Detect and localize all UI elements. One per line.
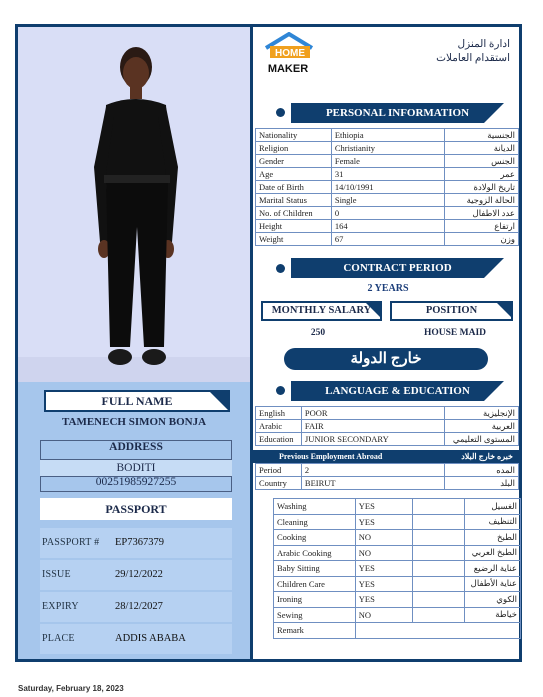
table-row <box>256 194 519 207</box>
full-name-value: TAMENECH SIMON BONJA <box>61 416 207 428</box>
row-arabic-label: التنظيف <box>465 514 521 530</box>
house-logo-icon <box>262 32 316 80</box>
logo-word-home: HOME <box>275 48 305 59</box>
row-arabic-label: تاريخ الولادة <box>445 181 519 194</box>
table-row <box>274 499 521 515</box>
previous-employment-table <box>255 463 519 490</box>
table-row <box>274 576 521 592</box>
row-label: No. of Children <box>256 207 332 220</box>
contract-period-header: CONTRACT PERIOD <box>291 258 504 278</box>
table-row <box>274 592 521 608</box>
row-arabic-label: الديانة <box>445 142 519 155</box>
table-row <box>274 530 521 546</box>
candidate-photo <box>18 27 250 382</box>
candidate-photo-illustration <box>18 27 250 382</box>
table-row <box>256 420 519 433</box>
row-label: Religion <box>256 142 332 155</box>
language-education-header: LANGUAGE & EDUCATION <box>291 381 504 401</box>
row-label: Baby Sitting <box>274 561 356 577</box>
address-city: BODITI <box>40 459 232 477</box>
row-label: Arabic Cooking <box>274 545 356 561</box>
row-value: BEIRUT <box>301 477 444 490</box>
row-arabic-label: الطبخ العربي <box>465 545 521 561</box>
monthly-salary-value: 250 <box>310 328 326 338</box>
row-arabic-label: البلد <box>445 477 519 490</box>
row-label: Nationality <box>256 129 332 142</box>
row-spacer <box>413 592 465 608</box>
row-arabic-label: المستوى التعليمي <box>445 433 519 446</box>
table-row <box>256 407 519 420</box>
language-table <box>255 406 519 446</box>
agency-arabic-line2: استقدام العاملات <box>436 53 510 64</box>
row-value: YES <box>355 499 413 515</box>
agency-arabic-title <box>430 38 510 66</box>
row-value: Ethiopia <box>331 129 444 142</box>
row-arabic-label: الغسيل <box>465 499 521 515</box>
footer-date: Saturday, February 18, 2023 <box>18 684 124 693</box>
row-value: FAIR <box>301 420 444 433</box>
panel-divider <box>250 27 253 659</box>
row-spacer <box>413 499 465 515</box>
destination-banner: خارج الدولة <box>284 348 488 370</box>
monthly-salary-label: MONTHLY SALARY <box>261 301 382 321</box>
row-arabic-label: المده <box>445 464 519 477</box>
row-label: Date of Birth <box>256 181 332 194</box>
row-value: 164 <box>331 220 444 233</box>
row-value: POOR <box>301 407 444 420</box>
row-spacer <box>413 561 465 577</box>
row-arabic-label: عناية الرضيع <box>465 561 521 577</box>
table-row <box>274 545 521 561</box>
table-row <box>256 168 519 181</box>
table-row <box>274 561 521 577</box>
remark-value <box>355 623 520 639</box>
table-row <box>256 433 519 446</box>
row-label: Cleaning <box>274 514 356 530</box>
row-value: YES <box>355 576 413 592</box>
contract-period-value: 2 YEARS <box>367 283 409 294</box>
row-value: 2 <box>301 464 444 477</box>
row-arabic-label: عدد الاطفال <box>445 207 519 220</box>
row-spacer <box>413 576 465 592</box>
address-phone: 00251985927255 <box>95 476 177 488</box>
remark-label: Remark <box>274 623 356 639</box>
row-value: 31 <box>331 168 444 181</box>
table-row <box>256 233 519 246</box>
row-label: Marital Status <box>256 194 332 207</box>
row-value: NO <box>355 607 413 623</box>
table-row <box>256 477 519 490</box>
row-value: 0 <box>331 207 444 220</box>
row-arabic-label: الكوي <box>465 592 521 608</box>
table-row <box>256 181 519 194</box>
row-value: Single <box>331 194 444 207</box>
agency-arabic-line1: ادارة المنزل <box>457 39 510 50</box>
row-arabic-label: خياطة <box>465 607 521 623</box>
row-spacer <box>413 607 465 623</box>
passport-row-place: PLACE ADDIS ABABA <box>40 624 232 654</box>
table-row <box>256 220 519 233</box>
table-row <box>256 142 519 155</box>
passport-label: PASSPORT <box>40 498 232 520</box>
row-arabic-label: الجنسية <box>445 129 519 142</box>
row-value: YES <box>355 592 413 608</box>
row-arabic-label: عمر <box>445 168 519 181</box>
row-label: Education <box>256 433 302 446</box>
row-arabic-label: الجنس <box>445 155 519 168</box>
row-value: YES <box>355 561 413 577</box>
position-value: HOUSE MAID <box>423 328 487 338</box>
row-label: Arabic <box>256 420 302 433</box>
row-spacer <box>413 545 465 561</box>
previous-employment-header: Previous Employment Abroad خبره خارج البلاد <box>253 450 519 463</box>
passport-row-number: PASSPORT # EP7367379 <box>40 528 232 558</box>
row-value: Female <box>331 155 444 168</box>
row-label: Gender <box>256 155 332 168</box>
row-label: Age <box>256 168 332 181</box>
row-spacer <box>413 530 465 546</box>
row-value: YES <box>355 514 413 530</box>
section-dot <box>276 108 285 117</box>
table-row <box>274 623 521 639</box>
row-value: 67 <box>331 233 444 246</box>
section-dot <box>276 386 285 395</box>
row-arabic-label: الإنجليزية <box>445 407 519 420</box>
table-row <box>274 607 521 623</box>
section-dot <box>276 264 285 273</box>
skills-table <box>273 498 521 639</box>
row-arabic-label: وزن <box>445 233 519 246</box>
row-arabic-label: العربية <box>445 420 519 433</box>
personal-info-table <box>255 128 519 246</box>
row-value: JUNIOR SECONDARY <box>301 433 444 446</box>
row-label: Height <box>256 220 332 233</box>
table-row <box>256 155 519 168</box>
table-row <box>256 129 519 142</box>
passport-row-issue: ISSUE 29/12/2022 <box>40 560 232 590</box>
address-label: ADDRESS <box>109 441 163 453</box>
row-label: Country <box>256 477 302 490</box>
row-label: Washing <box>274 499 356 515</box>
table-row <box>256 207 519 220</box>
row-label: English <box>256 407 302 420</box>
row-label: Ironing <box>274 592 356 608</box>
row-value: NO <box>355 530 413 546</box>
row-value: NO <box>355 545 413 561</box>
full-name-label: FULL NAME <box>44 390 230 412</box>
row-label: Weight <box>256 233 332 246</box>
row-value: 14/10/1991 <box>331 181 444 194</box>
row-value: Christianity <box>331 142 444 155</box>
row-label: Sewing <box>274 607 356 623</box>
table-row <box>256 464 519 477</box>
personal-info-header: PERSONAL INFORMATION <box>291 103 504 123</box>
row-arabic-label: عناية الأطفال <box>465 576 521 592</box>
row-label: Cooking <box>274 530 356 546</box>
passport-row-expiry: EXPIRY 28/12/2027 <box>40 592 232 622</box>
row-arabic-label: الحالة الزوجية <box>445 194 519 207</box>
row-spacer <box>413 514 465 530</box>
home-maker-logo <box>262 32 316 80</box>
position-label: POSITION <box>390 301 513 321</box>
row-arabic-label: ارتفاع <box>445 220 519 233</box>
row-label: Children Care <box>274 576 356 592</box>
table-row <box>274 514 521 530</box>
logo-word-maker: MAKER <box>267 63 309 75</box>
row-arabic-label: الطبخ <box>465 530 521 546</box>
row-label: Period <box>256 464 302 477</box>
